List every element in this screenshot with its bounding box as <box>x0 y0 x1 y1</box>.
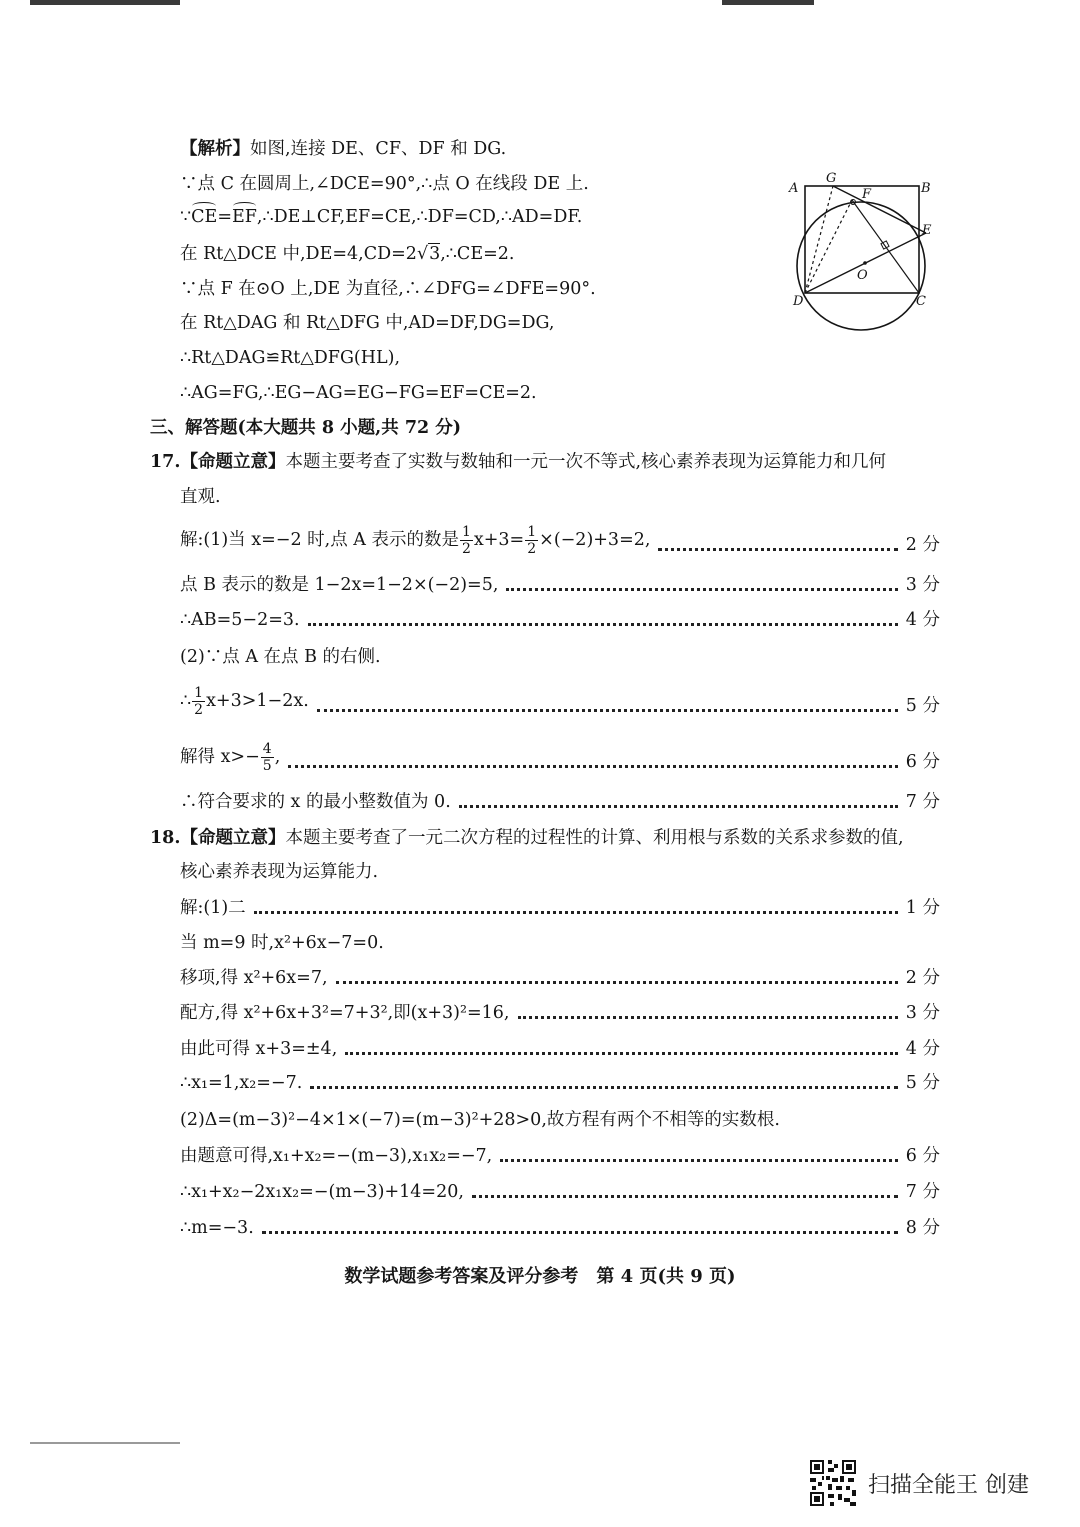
fraction-half: $\frac{1}{2}$ <box>527 524 537 557</box>
q17-step-7: ∴符合要求的 x 的最小整数值为 0. 7 分 <box>180 792 940 812</box>
q18-step-10: ∴m=−3. 8 分 <box>180 1218 940 1238</box>
analysis-line-6: 在 Rt△DAG 和 Rt△DFG 中,AD=DF,DG=DG, <box>180 313 555 333</box>
label-f: F <box>862 187 872 202</box>
q17-intro: 17.【命题立意】本题主要考查了实数与数轴和一元一次不等式,核心素养表现为运算能力和几何 <box>150 452 887 472</box>
section-3-heading: 三、解答题(本大题共 8 小题,共 72 分) <box>150 418 462 438</box>
dot-leader <box>345 1052 898 1055</box>
dot-leader <box>254 911 898 914</box>
label-b: B <box>921 181 931 196</box>
label-e: E <box>922 223 932 238</box>
dot-leader <box>472 1195 898 1198</box>
fraction-four-fifths: $\frac{4}{5}$ <box>262 741 272 774</box>
q18-step-5: 由此可得 x+3=±4, 4 分 <box>180 1039 940 1059</box>
label-o: O <box>857 268 868 283</box>
label-d: D <box>793 294 804 309</box>
label-c: C <box>916 294 926 309</box>
center-point-o <box>863 261 867 265</box>
q18-step-1: 解:(1)二 1 分 <box>180 898 940 918</box>
q17-step-3: ∴AB=5−2=3. 4 分 <box>180 610 940 630</box>
score: 3 分 <box>905 1003 940 1023</box>
dot-leader <box>308 623 898 626</box>
dot-leader <box>317 709 898 712</box>
q18-step-4: 配方,得 x²+6x+3²=7+3²,即(x+3)²=16, 3 分 <box>180 1003 940 1023</box>
score: 6 分 <box>905 1146 940 1166</box>
dot-leader <box>506 588 897 591</box>
page-footer: 数学试题参考答案及评分参考 第 4 页(共 9 页) <box>344 1266 736 1287</box>
scan-edge-mark <box>722 0 814 5</box>
analysis-line-5: ∵点 F 在⊙O 上,DE 为直径,∴∠DFG=∠DFE=90°. <box>180 279 596 299</box>
q17-step-4: (2)∵点 A 在点 B 的右侧. <box>180 647 381 667</box>
dot-leader <box>336 981 898 984</box>
scan-edge-mark <box>30 0 180 5</box>
q18-step-9: ∴x₁+x₂−2x₁x₂=−(m−3)+14=20, 7 分 <box>180 1182 940 1202</box>
q18-intro-cont: 核心素养表现为运算能力. <box>180 862 379 882</box>
score: 2 分 <box>905 535 940 555</box>
analysis-line-1: 【解析】如图,连接 DE、CF、DF 和 DG. <box>180 139 507 159</box>
q18-step-3: 移项,得 x²+6x=7, 2 分 <box>180 968 940 988</box>
watermark-text: 扫描全能王 创建 <box>868 1472 1029 1498</box>
dot-leader <box>262 1231 898 1234</box>
segment-df <box>805 200 852 293</box>
analysis-line-4: 在 Rt△DCE 中,DE=4,CD=2√3,∴CE=2. <box>180 244 515 264</box>
analysis-line-8: ∴AG=FG,∴EG−AG=EG−FG=EF=CE=2. <box>180 383 537 403</box>
segment-ge <box>833 186 926 233</box>
score: 2 分 <box>905 968 940 988</box>
q18-step-8: 由题意可得,x₁+x₂=−(m−3),x₁x₂=−7, 6 分 <box>180 1146 940 1166</box>
dot-leader <box>658 548 897 551</box>
q17-intro-cont: 直观. <box>180 487 221 507</box>
score: 7 分 <box>905 1182 940 1202</box>
score: 7 分 <box>905 792 940 812</box>
q18-intro: 18.【命题立意】本题主要考查了一元二次方程的过程性的计算、利用根与系数的关系求参数的值, <box>150 828 904 848</box>
q17-step-6: 解得 x>− $\frac{4}{5}$ , 6 分 <box>180 741 940 774</box>
dot-leader <box>310 1086 898 1089</box>
fraction-half: $\frac{1}{2}$ <box>461 524 471 557</box>
arc-ce: CE <box>191 205 217 229</box>
score: 8 分 <box>905 1218 940 1238</box>
dot-leader <box>459 805 898 808</box>
score: 5 分 <box>905 696 940 716</box>
segment-dg <box>805 186 833 293</box>
score: 1 分 <box>905 898 940 918</box>
q18-step-6: ∴x₁=1,x₂=−7. 5 分 <box>180 1073 940 1093</box>
analysis-tag: 【解析】 <box>180 139 250 159</box>
analysis-line-7: ∴Rt△DAG≌Rt△DFG(HL), <box>180 348 401 368</box>
q18-step-7: (2)Δ=(m−3)²−4×1×(−7)=(m−3)²+28>0,故方程有两个不相等的实数根. <box>180 1110 780 1130</box>
dot-leader <box>518 1016 898 1019</box>
sqrt-three: 3 <box>429 244 441 264</box>
geometry-figure <box>786 162 946 348</box>
analysis-line-3: ∵ CE= EF,∴DE⊥CF,EF=CE,∴DF=CD,∴AD=DF. <box>180 205 940 229</box>
dot-leader <box>500 1159 898 1162</box>
q18-step-2: 当 m=9 时,x²+6x−7=0. <box>180 933 384 953</box>
q17-step-2: 点 B 表示的数是 1−2x=1−2×(−2)=5, 3 分 <box>180 575 940 595</box>
fraction-half: $\frac{1}{2}$ <box>194 685 204 718</box>
arc-ef: EF <box>232 205 257 229</box>
label-g: G <box>826 171 837 186</box>
scanner-watermark <box>808 1458 1029 1508</box>
qr-code-icon <box>808 1458 858 1508</box>
score: 4 分 <box>905 610 940 630</box>
score: 3 分 <box>905 575 940 595</box>
label-a: A <box>789 181 799 196</box>
scan-edge-mark <box>30 1442 180 1444</box>
score: 4 分 <box>905 1039 940 1059</box>
dot-leader <box>288 765 898 768</box>
q17-step-1: 解:(1)当 x=−2 时,点 A 表示的数是 $\frac{1}{2}$ x+3= $\frac{1}{2}$ ×(−2)+3=2, 2 分 <box>180 524 940 557</box>
score: 5 分 <box>905 1073 940 1093</box>
score: 6 分 <box>905 752 940 772</box>
analysis-line-2: ∵点 C 在圆周上,∠DCE=90°,∴点 O 在线段 DE 上. <box>180 174 589 194</box>
q17-step-5: ∴ $\frac{1}{2}$ x+3>1−2x. 5 分 <box>180 685 940 718</box>
